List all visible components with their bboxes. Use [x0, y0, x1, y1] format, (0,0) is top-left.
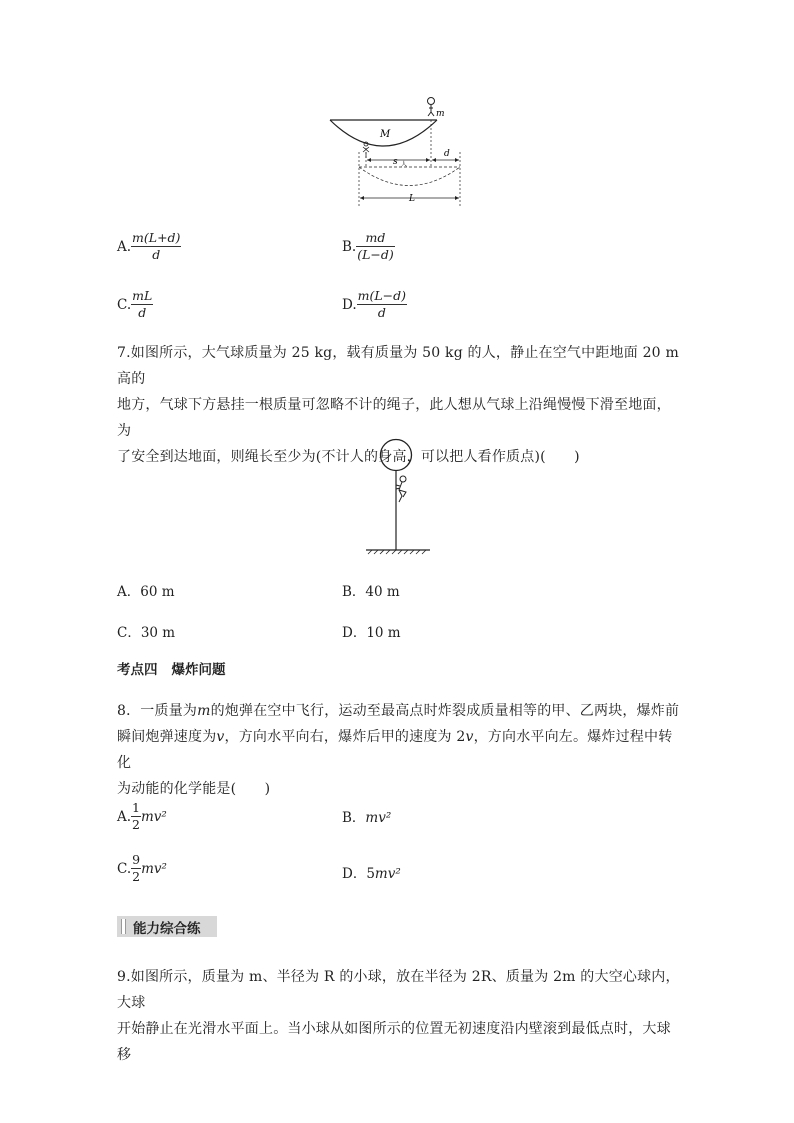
option-expression: mv² — [365, 810, 392, 826]
fraction-denominator: 2 — [132, 817, 140, 832]
q8-line-3: 为动能的化学能是( ) — [117, 781, 271, 797]
option-letter: D．5 — [342, 866, 375, 882]
fraction-denominator: d — [138, 305, 147, 320]
q6-option-b[interactable] — [342, 230, 395, 263]
fraction-numerator: m(L+d) — [132, 230, 181, 245]
option-letter: D. — [342, 296, 357, 313]
option-letter: B． — [342, 810, 366, 826]
option-expression: mv² — [141, 860, 167, 877]
section-title: 爆炸问题 — [171, 662, 226, 678]
var-m: m — [197, 703, 211, 719]
q6-option-a[interactable] — [117, 230, 181, 263]
option-letter: C. — [117, 296, 132, 313]
q7-option-d[interactable]: D．10 m — [342, 625, 401, 641]
text: 瞬间炮弹速度为 — [117, 729, 217, 745]
text: ，方向水平向右，爆炸后甲的速度为 2 — [224, 729, 466, 745]
question-9-text — [117, 964, 682, 1068]
option-letter: C. — [117, 860, 132, 877]
fraction-denominator: (L−d) — [357, 247, 394, 262]
fraction-numerator: m(L−d) — [357, 288, 407, 303]
figure-balloon-diagram — [362, 436, 434, 556]
q7-line-2: 地方，气球下方悬挂一根质量可忽略不计的绳子，此人想从气球上沿绳慢慢下滑至地面，为 — [117, 397, 671, 439]
fraction-numerator: mL — [132, 288, 153, 303]
q8-option-a[interactable] — [117, 800, 167, 833]
label-d: d — [444, 149, 450, 159]
q9-line-2: 开始静止在光滑水平面上。当小球从如图所示的位置无初速度沿内壁滚到最低点时，大球移 — [117, 1021, 671, 1063]
section-heading-4 — [117, 658, 240, 678]
fraction-numerator: md — [356, 230, 395, 247]
text: 8．一质量为 — [117, 703, 198, 719]
fraction-denominator: d — [377, 305, 386, 320]
label-m: m — [436, 109, 445, 119]
option-letter: B. — [342, 238, 357, 255]
var-v: v — [216, 729, 225, 745]
fraction-denominator: 2 — [132, 869, 141, 884]
q7-option-b[interactable]: B．40 m — [342, 584, 400, 600]
q7-line-1: 7.如图所示，大气球质量为 25 kg，载有质量为 50 kg 的人，静止在空气中距地面 20 m 高的 — [117, 345, 679, 387]
var-v: v — [465, 729, 474, 745]
q8-line-1 — [117, 698, 682, 724]
section-label: 考点四 — [117, 662, 158, 678]
option-letter: A. — [117, 238, 132, 255]
q7-line-3: 了安全到达地面，则绳长至少为(不计人的身高，可以把人看作质点)( ) — [117, 449, 580, 465]
fraction-numerator: 9 — [132, 852, 141, 867]
banner-decoration — [121, 919, 126, 934]
q9-line-1: 9.如图所示，质量为 m、半径为 R 的小球，放在半径为 2R、质量为 2m 的大空心球内，大球 — [117, 969, 680, 1011]
q6-option-d[interactable] — [342, 288, 407, 321]
label-s-sub: 人 — [401, 161, 408, 168]
figure-boat-diagram — [325, 92, 475, 212]
label-s: s — [393, 157, 398, 167]
q7-option-a[interactable]: A．60 m — [117, 584, 175, 600]
section-banner-ability — [117, 916, 217, 937]
q8-line-2 — [117, 724, 682, 776]
text: ，方向水平向左。爆炸过程中转化 — [117, 729, 673, 771]
q7-option-c[interactable]: C．30 m — [117, 625, 176, 641]
fraction-denominator: d — [152, 247, 161, 262]
label-L: L — [409, 194, 415, 204]
q8-option-d[interactable] — [342, 862, 401, 882]
text: 的炮弹在空中飞行，运动至最高点时炸裂成质量相等的甲、乙两块，爆炸前 — [210, 703, 680, 719]
q8-option-c[interactable] — [117, 852, 167, 885]
option-letter: A. — [117, 808, 132, 825]
question-8-text — [117, 698, 682, 802]
label-M: M — [380, 129, 391, 140]
section-title: 能力综合练 — [133, 921, 201, 937]
option-expression: mv² — [374, 866, 401, 882]
option-expression: mv² — [141, 808, 167, 825]
q6-option-c[interactable] — [117, 288, 153, 321]
fraction-numerator: 1 — [132, 800, 140, 815]
q8-option-b[interactable] — [342, 806, 391, 826]
